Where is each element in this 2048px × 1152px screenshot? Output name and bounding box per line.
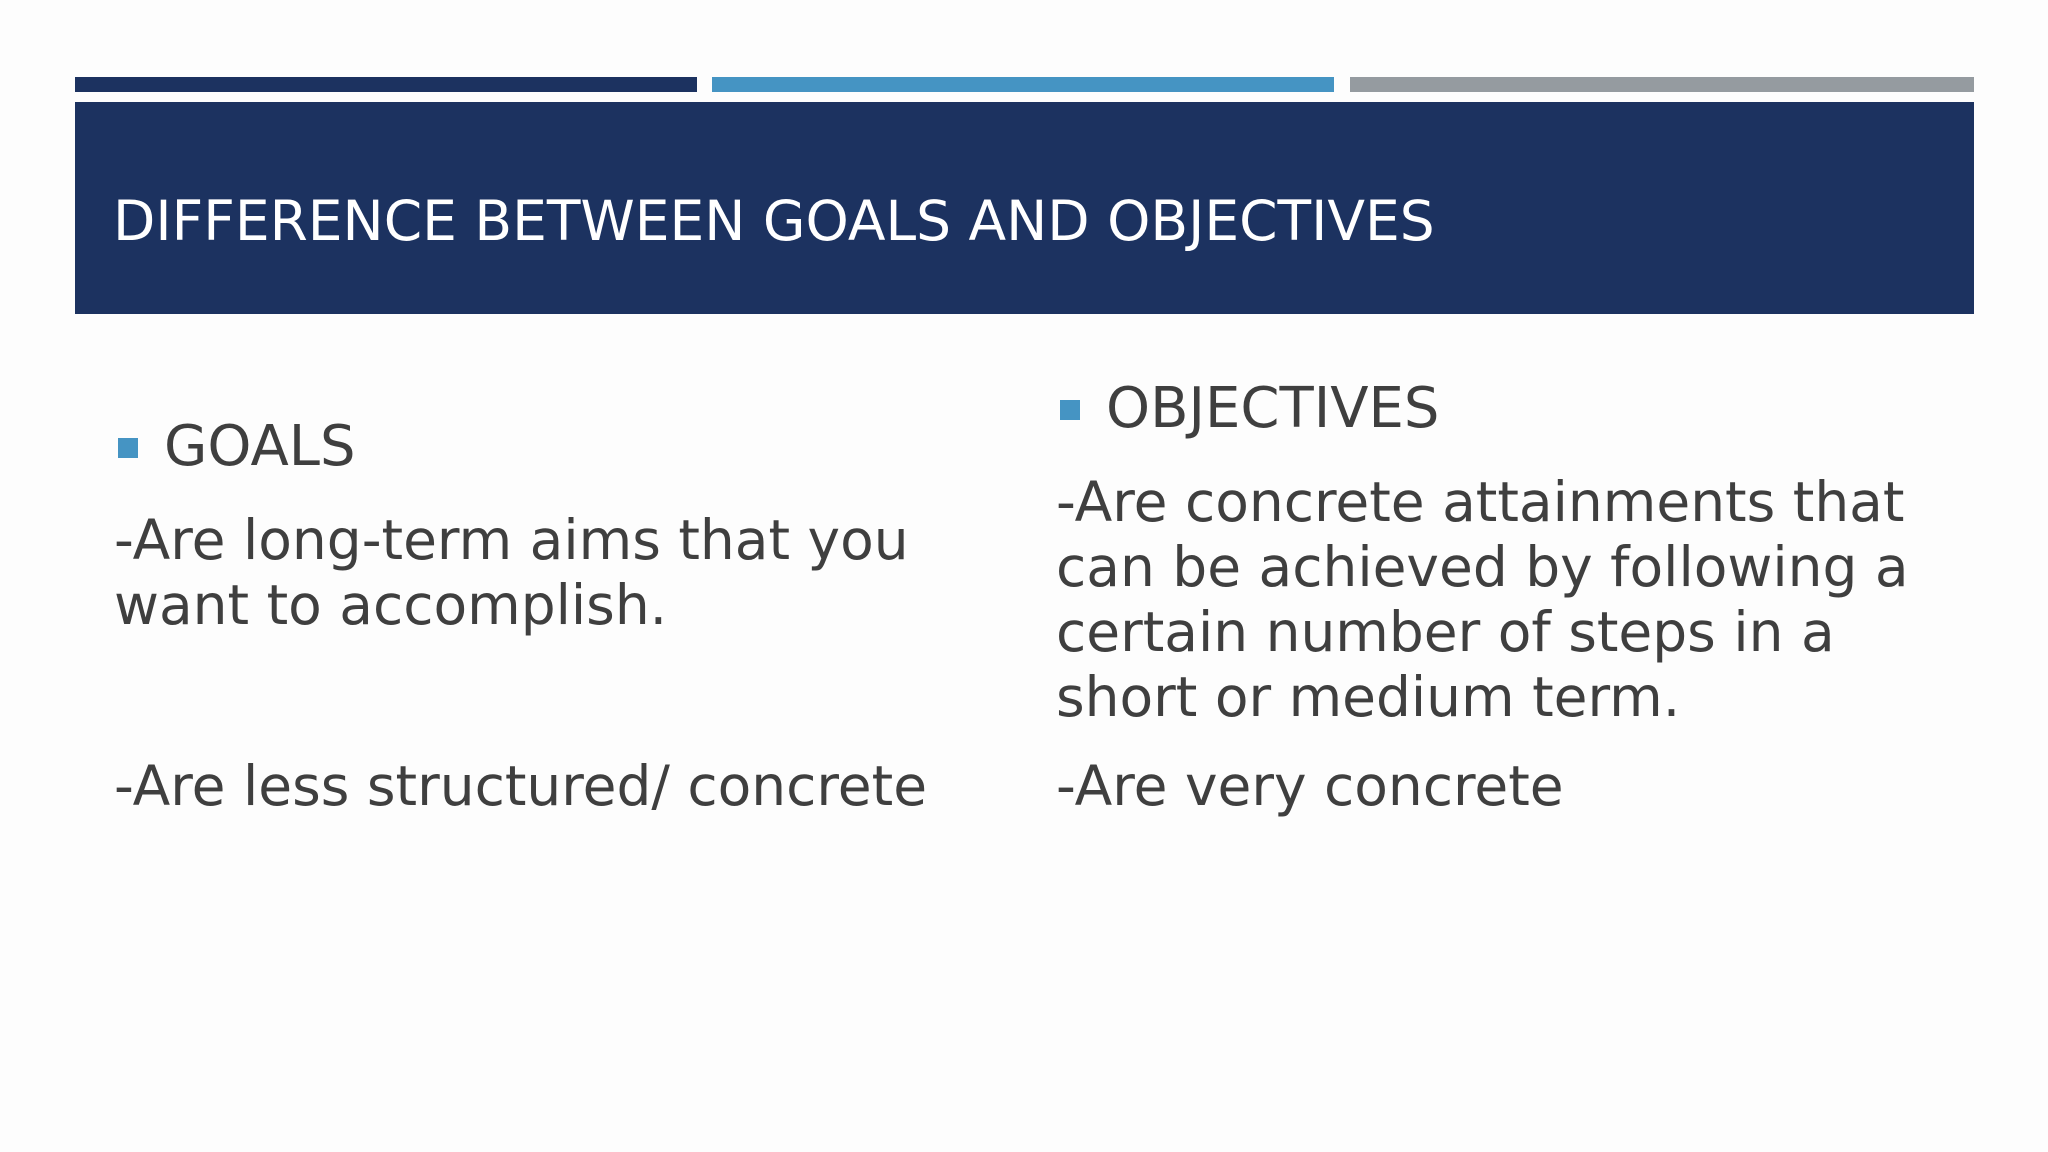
- objectives-definition-line: can be achieved by following a: [1056, 535, 1909, 599]
- square-bullet-icon: [118, 438, 138, 458]
- square-bullet-icon: [1060, 400, 1080, 420]
- objectives-structure: -Are very concrete: [1056, 754, 1564, 818]
- objectives-definition-line: -Are concrete attainments that: [1056, 470, 1905, 534]
- goals-column: [114, 412, 1014, 818]
- objectives-definition-line: short or medium term.: [1056, 665, 1681, 729]
- objectives-heading: OBJECTIVES: [1106, 376, 1440, 441]
- goals-structure: -Are less structured/ concrete: [114, 754, 928, 818]
- accent-bar-gray: [1350, 77, 1974, 92]
- goals-heading: GOALS: [164, 414, 356, 479]
- goals-definition-line: -Are long-term aims that you: [114, 508, 909, 572]
- title-band: [75, 102, 1974, 314]
- goals-heading-row: [114, 412, 1014, 482]
- accent-bar-blue: [712, 77, 1334, 92]
- objectives-definition-line: certain number of steps in a: [1056, 600, 1835, 664]
- accent-bar-dark: [75, 77, 697, 92]
- goals-definition: [114, 508, 909, 638]
- slide-title: DIFFERENCE BETWEEN GOALS AND OBJECTIVES: [113, 189, 1435, 253]
- objectives-column: [1056, 374, 1956, 818]
- objectives-definition: [1056, 470, 1909, 730]
- objectives-heading-row: [1056, 374, 1956, 444]
- goals-definition-line: want to accomplish.: [114, 573, 668, 637]
